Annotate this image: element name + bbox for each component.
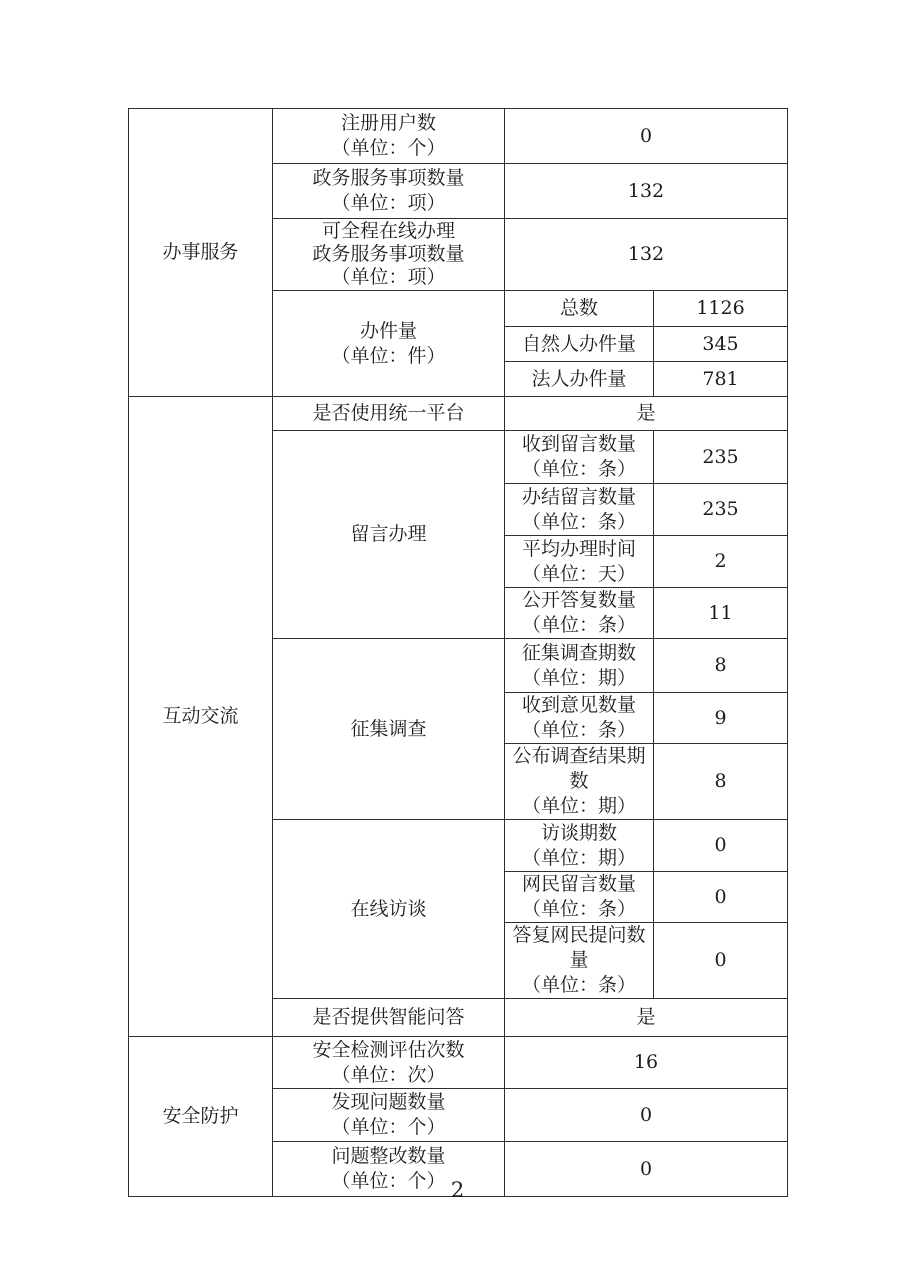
page-number: 2 [450, 1178, 465, 1202]
metric-value: 是 [505, 397, 788, 431]
metric-label: 问题整改数量 [331, 1145, 446, 1167]
metric-label: 网民留言数量 [521, 873, 636, 895]
section-title-security: 安全防护 [162, 1105, 239, 1127]
section-title-interaction: 互动交流 [162, 705, 239, 727]
section-cell-service [129, 109, 273, 397]
sub-metric-cell [505, 484, 654, 536]
metric-unit: （单位：条） [521, 614, 636, 636]
metric-label: 征集调查期数 [521, 641, 636, 664]
sub-metric-cell [505, 820, 654, 872]
metric-unit: （单位：期） [521, 846, 636, 869]
sub-metric-value: 9 [654, 693, 788, 744]
metric-cell-cases [273, 291, 505, 397]
metric-label: 公开答复数量 [521, 589, 636, 611]
metric-label: 平均办理时间 [521, 537, 636, 560]
metric-cell-registered-users [273, 109, 505, 164]
metric-label: 答复网民提问数量 [512, 924, 646, 971]
metric-value: 132 [505, 219, 788, 291]
metric-unit: （单位：期） [521, 795, 636, 817]
group-cell-survey: 征集调查 [273, 639, 505, 820]
metric-value: 0 [505, 109, 788, 164]
metric-value: 132 [505, 164, 788, 219]
metric-unit: （单位：条） [521, 510, 636, 533]
sub-metric-cell [505, 744, 654, 820]
sub-metric-value: 11 [654, 588, 788, 639]
metric-unit: （单位：条） [521, 719, 636, 741]
metric-value: 16 [505, 1037, 788, 1089]
metric-cell-online-items [273, 219, 505, 291]
metric-cell-unified-platform: 是否使用统一平台 [273, 397, 505, 431]
table-row [129, 1037, 788, 1089]
metric-unit: （单位：条） [521, 974, 636, 996]
metric-unit: （单位：个） [331, 137, 446, 159]
sub-metric-cell [505, 872, 654, 923]
metric-value: 0 [505, 1142, 788, 1197]
metric-label: 发现问题数量 [331, 1091, 446, 1113]
metric-unit: （单位：天） [521, 562, 636, 585]
metric-label: 收到意见数量 [521, 694, 636, 716]
group-cell-interview: 在线访谈 [273, 820, 505, 999]
metric-unit: （单位：项） [331, 192, 446, 214]
metric-unit: （单位：个） [331, 1116, 446, 1138]
metric-label: 办件量 [359, 319, 417, 342]
metric-unit: （单位：项） [331, 266, 446, 288]
sub-metric-value: 0 [654, 923, 788, 999]
metric-label: 公布调查结果期数 [512, 745, 646, 792]
sub-metric-value: 235 [654, 484, 788, 536]
sub-metric-value: 781 [654, 362, 788, 397]
section-cell-security [129, 1037, 273, 1197]
sub-metric-cell [505, 923, 654, 999]
sub-metric-cell [505, 431, 654, 484]
sub-metric-cell [505, 693, 654, 744]
table-row [129, 109, 788, 164]
metric-label: 政务服务事项数量 [312, 243, 465, 265]
metric-cell-service-items [273, 164, 505, 219]
metric-value: 0 [505, 1089, 788, 1142]
metric-unit: （单位：条） [521, 458, 636, 480]
sub-metric-value: 8 [654, 744, 788, 820]
metric-unit: （单位：次） [331, 1063, 446, 1086]
section-cell-interaction [129, 397, 273, 1037]
group-cell-message-handling: 留言办理 [273, 431, 505, 639]
metric-label: 访谈期数 [540, 821, 617, 844]
sub-metric-label: 总数 [505, 291, 654, 327]
metric-label: 可全程在线办理 [321, 220, 455, 242]
metric-unit: （单位：期） [521, 666, 636, 689]
sub-metric-cell [505, 588, 654, 639]
metric-value: 是 [505, 999, 788, 1037]
sub-metric-value: 345 [654, 327, 788, 362]
sub-metric-cell [505, 639, 654, 693]
sub-metric-value: 0 [654, 872, 788, 923]
metric-cell-issues-found [273, 1089, 505, 1142]
metric-label: 收到留言数量 [521, 433, 636, 455]
sub-metric-value: 1126 [654, 291, 788, 327]
table-row [129, 397, 788, 431]
sub-metric-cell [505, 536, 654, 588]
metric-label: 注册用户数 [340, 112, 436, 134]
statistics-table [128, 108, 788, 1197]
metric-unit: （单位：条） [521, 898, 636, 920]
metric-label: 政务服务事项数量 [312, 167, 465, 189]
metric-label: 安全检测评估次数 [312, 1038, 465, 1061]
sub-metric-label: 自然人办件量 [505, 327, 654, 362]
metric-unit: （单位：件） [331, 344, 446, 367]
metric-unit: （单位：个） [331, 1170, 446, 1192]
sub-metric-value: 2 [654, 536, 788, 588]
sub-metric-value: 235 [654, 431, 788, 484]
sub-metric-label: 法人办件量 [505, 362, 654, 397]
metric-cell-smart-qa: 是否提供智能问答 [273, 999, 505, 1037]
section-title-service: 办事服务 [162, 241, 239, 263]
metric-cell-security-checks [273, 1037, 505, 1089]
sub-metric-value: 0 [654, 820, 788, 872]
metric-label: 办结留言数量 [521, 485, 636, 508]
sub-metric-value: 8 [654, 639, 788, 693]
